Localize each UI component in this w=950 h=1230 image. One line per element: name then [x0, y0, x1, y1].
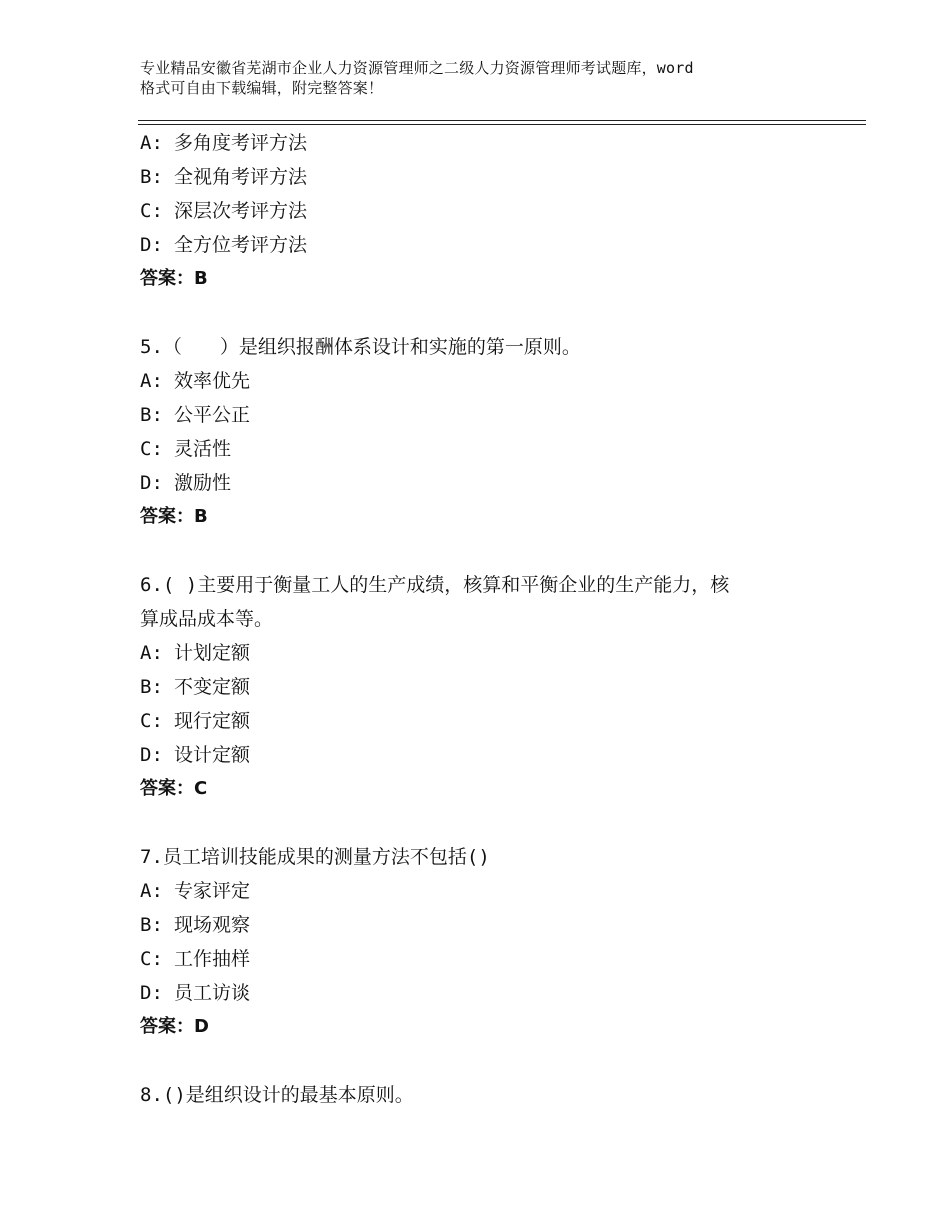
spacer — [140, 296, 840, 330]
answer-line: 答案：B — [140, 506, 208, 527]
page-header — [140, 58, 830, 98]
option-a: A: 计划定额 — [140, 642, 251, 664]
question-stem: 6.( )主要用于衡量工人的生产成绩，核算和平衡企业的生产能力，核 — [140, 574, 730, 596]
option-a: A: 专家评定 — [140, 880, 251, 902]
option-d: D: 设计定额 — [140, 744, 251, 766]
option-c: C: 深层次考评方法 — [140, 200, 308, 222]
spacer — [140, 534, 840, 568]
option-d: D: 全方位考评方法 — [140, 234, 308, 256]
header-line-1: 专业精品安徽省芜湖市企业人力资源管理师之二级人力资源管理师考试题库，word — [140, 59, 694, 77]
question-stem: 7.员工培训技能成果的测量方法不包括() — [140, 846, 490, 868]
question-5 — [140, 330, 840, 534]
question-partial — [140, 126, 840, 296]
option-c: C: 工作抽样 — [140, 948, 251, 970]
spacer — [140, 806, 840, 840]
option-d: D: 员工访谈 — [140, 982, 251, 1004]
question-7 — [140, 840, 840, 1044]
question-stem: 5.（ ）是组织报酬体系设计和实施的第一原则。 — [140, 336, 581, 358]
option-c: C: 灵活性 — [140, 438, 232, 460]
question-8 — [140, 1078, 840, 1112]
option-a: A: 多角度考评方法 — [140, 132, 308, 154]
option-c: C: 现行定额 — [140, 710, 251, 732]
header-divider-top — [138, 120, 866, 121]
answer-line: 答案：D — [140, 1016, 209, 1037]
question-stem: 8.()是组织设计的最基本原则。 — [140, 1084, 414, 1106]
answer-line: 答案：C — [140, 778, 208, 799]
question-6 — [140, 568, 840, 806]
spacer — [140, 1044, 840, 1078]
option-b: B: 现场观察 — [140, 914, 251, 936]
option-d: D: 激励性 — [140, 472, 232, 494]
option-b: B: 全视角考评方法 — [140, 166, 308, 188]
question-list — [140, 126, 840, 1112]
question-stem-continued: 算成品成本等。 — [140, 608, 274, 630]
answer-line: 答案：B — [140, 268, 208, 289]
option-a: A: 效率优先 — [140, 370, 251, 392]
option-b: B: 公平公正 — [140, 404, 251, 426]
option-b: B: 不变定额 — [140, 676, 251, 698]
header-divider-bottom — [138, 124, 866, 125]
header-line-2: 格式可自由下载编辑，附完整答案！ — [140, 79, 384, 97]
